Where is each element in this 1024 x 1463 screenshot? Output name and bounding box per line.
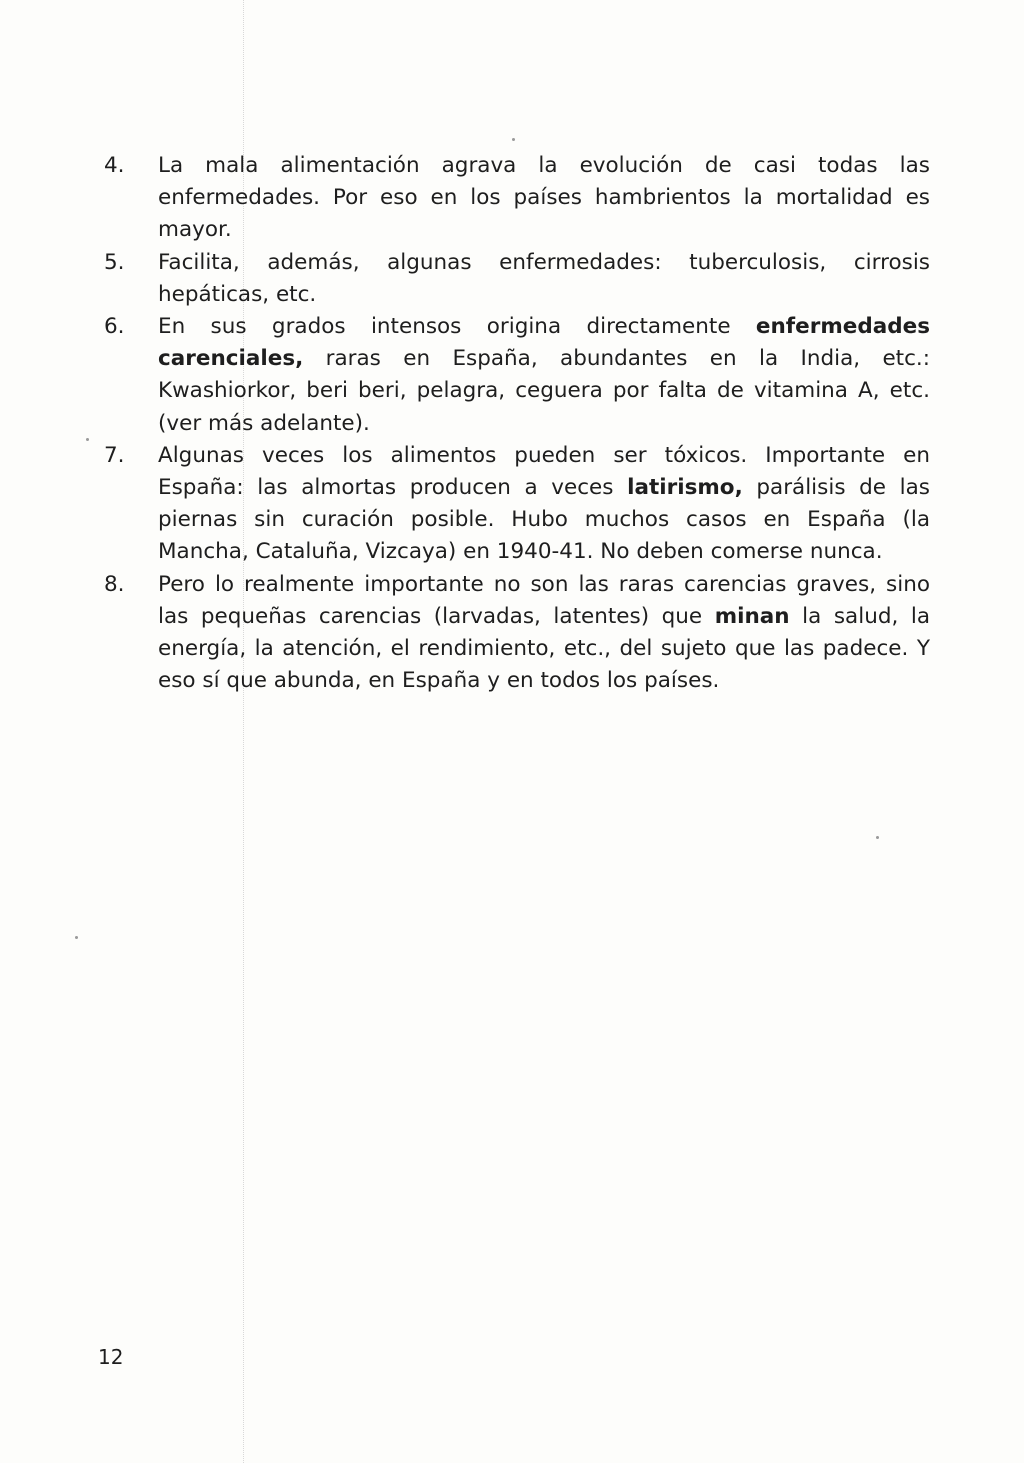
page-number: 12: [98, 1345, 124, 1369]
item-text-start: Pero lo realmente importante no son las raras carencias graves, sino las pequeñas carencias (larvadas, latentes) que: [158, 571, 930, 629]
list-item-6: [104, 311, 930, 440]
list-item-8: [104, 569, 930, 698]
scan-speck: [75, 936, 78, 939]
item-text: La mala alimentación agrava la evolución de casi todas las enfermedades. Por eso en los países hambrientos la mortalidad es mayor.: [158, 153, 930, 243]
list-item-7: [104, 440, 930, 569]
list-item-4: [104, 150, 930, 247]
item-number: 8.: [104, 571, 125, 597]
item-text: [158, 311, 930, 440]
scan-speck: [512, 138, 515, 141]
item-number: 6.: [104, 314, 125, 340]
item-text-end: la salud, la energía, la atención, el rendimiento, etc., del sujeto que las padece. Y eso sí que abunda, en España y en todos los países.: [158, 603, 930, 694]
scan-speck: [876, 836, 879, 839]
item-text: [158, 569, 930, 698]
item-text-end: raras en España, abundantes en la India, etc.: Kwashiorkor, beri beri, pelagra, ceguera por falta de vitamina A, etc. (ver más adelante).: [158, 346, 930, 436]
scan-speck: [86, 438, 89, 441]
list-item-5: [104, 247, 930, 311]
numbered-list: [104, 150, 930, 697]
item-text-end: parálisis de las piernas sin curación posible. Hubo muchos casos en España (la Mancha, Cataluña, Vizcaya) en 1940-41. No deben comerse nunca.: [158, 475, 930, 565]
item-text: Facilita, además, algunas enfermedades: tuberculosis, cirrosis hepáticas, etc.: [158, 249, 930, 307]
bold-term: minan: [714, 603, 790, 629]
item-text-start: En sus grados intensos origina directamente: [158, 314, 756, 340]
item-number: 5.: [104, 249, 125, 275]
item-number: 7.: [104, 442, 125, 468]
bold-term: enfermedades carenciales,: [158, 314, 930, 372]
item-text: [158, 440, 930, 569]
item-number: 4.: [104, 153, 125, 178]
bold-term: latirismo,: [627, 475, 743, 501]
item-text-start: Algunas veces los alimentos pueden ser tóxicos. Importante en España: las almortas producen a veces: [158, 442, 930, 501]
